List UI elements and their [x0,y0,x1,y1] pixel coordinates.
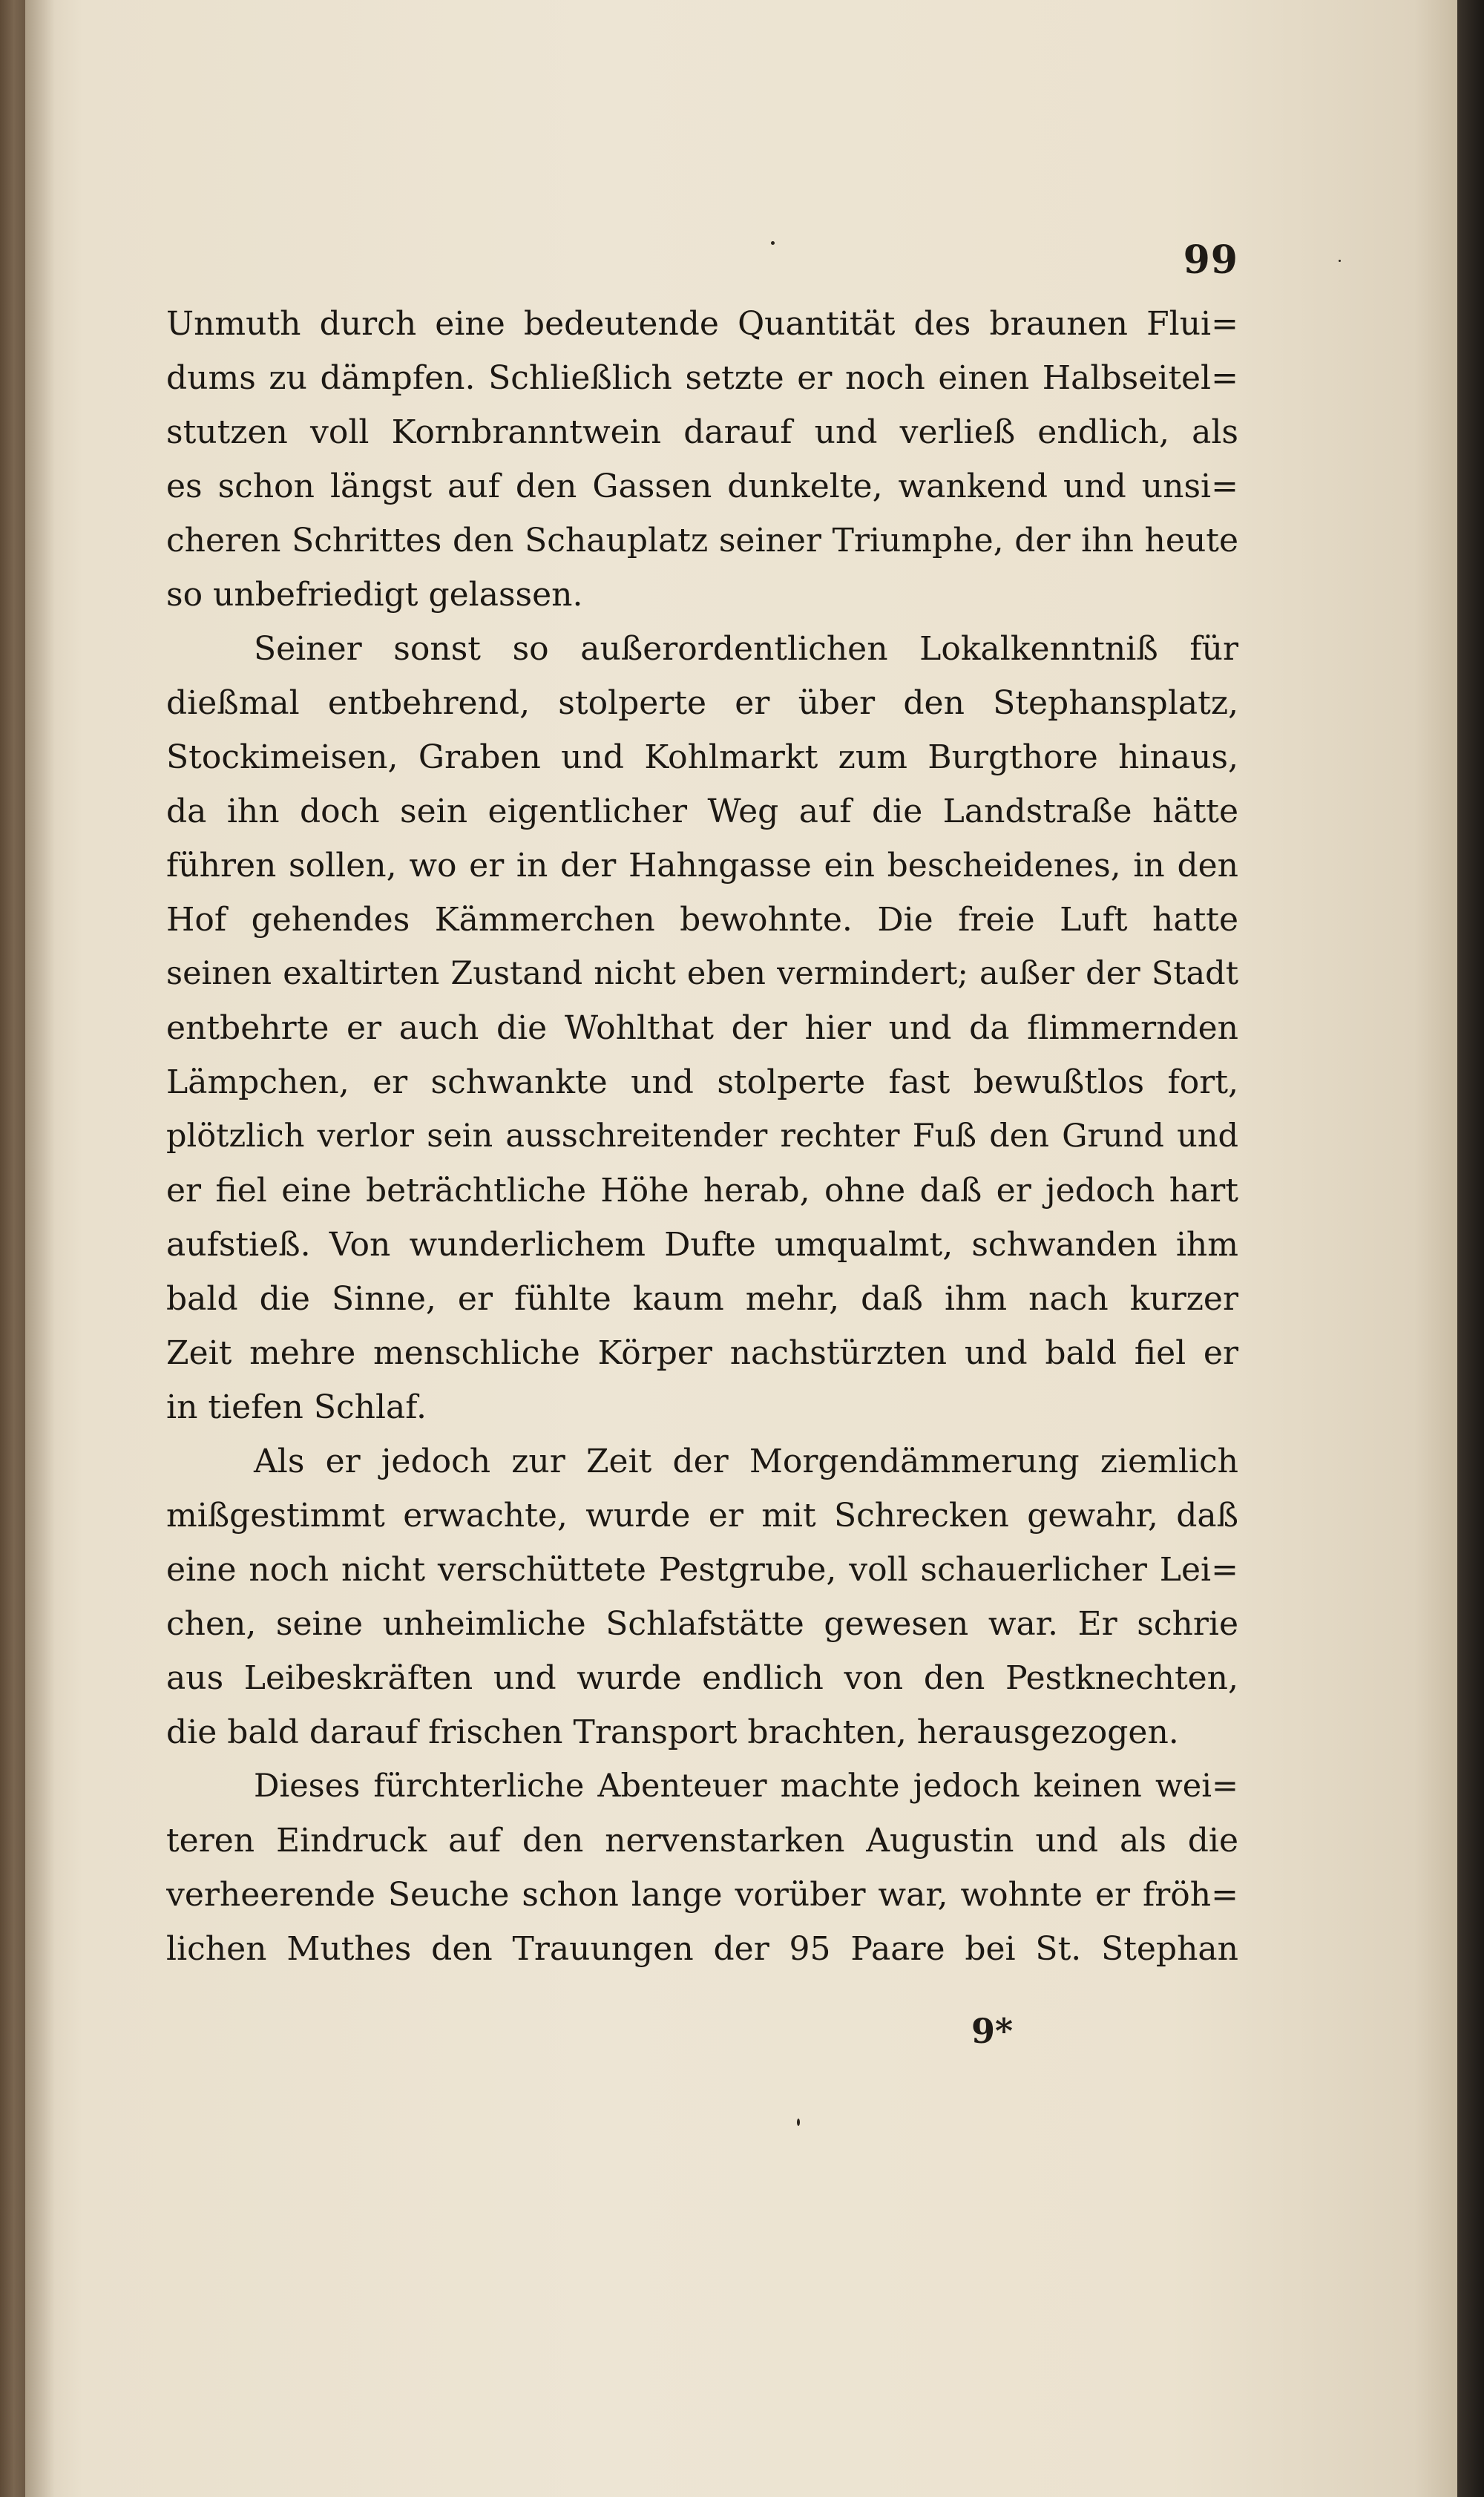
text-line: Dieses fürchterliche Abenteuer machte jedoch keinen wei= [254,1768,1238,1805]
book-right-edge [1457,0,1484,2497]
text-line: in tiefen Schlaf. [166,1388,427,1426]
text-line: entbehrte er auch die Wohlthat der hier und da flimmernden [166,1009,1238,1047]
text-line: chen, seine unheimliche Schlafstätte gewesen war. Er schrie [166,1605,1238,1643]
gutter-shadow [25,0,55,2497]
text-line: Als er jedoch zur Zeit der Morgendämmerung ziemlich [254,1443,1238,1480]
paper-speck [797,2119,800,2126]
text-line: dießmal entbehrend, stolperte er über den Stephansplatz, [166,684,1238,722]
text-line: stutzen voll Kornbranntwein darauf und verließ endlich, als [166,413,1238,451]
page-number: 99 [1183,237,1238,283]
paper-speck [1339,260,1341,262]
text-line: Seiner sonst so außerordentlichen Lokalkenntniß für [254,630,1238,668]
text-line: führen sollen, wo er in der Hahngasse ein bescheidenes, in den [166,847,1238,885]
text-line: eine noch nicht verschüttete Pestgrube, voll schauerlicher Lei= [166,1551,1238,1589]
text-line: Stockimeisen, Graben und Kohlmarkt zum Burgthore hinaus, [166,738,1238,776]
text-line: aufstieß. Von wunderlichem Dufte umqualmt, schwanden ihm [166,1226,1238,1264]
body-text [166,297,1238,1976]
text-line: plötzlich verlor sein ausschreitender rechter Fuß den Grund und [166,1118,1238,1155]
text-line: da ihn doch sein eigentlicher Weg auf die Landstraße hätte [166,793,1238,830]
text-line: bald die Sinne, er fühlte kaum mehr, daß ihm nach kurzer [166,1280,1238,1318]
text-line: teren Eindruck auf den nervenstarken Augustin und als die [166,1822,1238,1860]
book-page [25,0,1457,2497]
text-line: dums zu dämpfen. Schließlich setzte er noch einen Halbseitel= [166,359,1238,397]
text-line: Zeit mehre menschliche Körper nachstürzten und bald fiel er [166,1334,1238,1372]
book-left-edge [0,0,25,2497]
signature-mark: 9* [971,2011,1014,2051]
text-line: lichen Muthes den Trauungen der 95 Paare bei St. Stephan [166,1930,1238,1968]
text-line: aus Leibeskräften und wurde endlich von den Pestknechten, [166,1659,1238,1697]
text-line: er fiel eine beträchtliche Höhe herab, ohne daß er jedoch hart [166,1172,1238,1210]
text-line: Hof gehendes Kämmerchen bewohnte. Die freie Luft hatte [166,901,1238,939]
text-line: die bald darauf frischen Transport brachten, herausgezogen. [166,1713,1179,1751]
text-line: Unmuth durch eine bedeutende Quantität des braunen Flui= [166,305,1238,343]
text-line: seinen exaltirten Zustand nicht eben vermindert; außer der Stadt [166,955,1238,992]
text-line: Lämpchen, er schwankte und stolperte fast bewußtlos fort, [166,1063,1238,1101]
text-line: so unbefriedigt gelassen. [166,576,583,614]
text-line: es schon längst auf den Gassen dunkelte, wankend und unsi= [166,467,1238,505]
text-line: cheren Schrittes den Schauplatz seiner Triumphe, der ihn heute [166,522,1238,560]
text-line: mißgestimmt erwachte, wurde er mit Schrecken gewahr, daß [166,1497,1238,1535]
text-line: verheerende Seuche schon lange vorüber war, wohnte er fröh= [166,1876,1238,1914]
paper-speck [771,241,775,245]
